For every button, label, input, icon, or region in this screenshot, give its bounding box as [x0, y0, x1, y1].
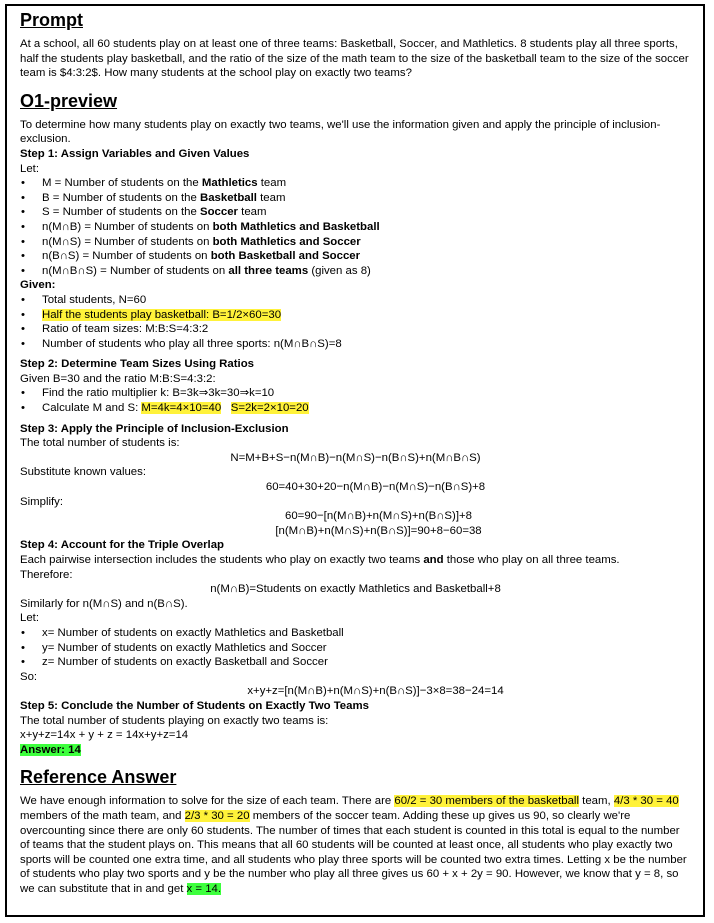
- step4-heading: Step 4: Account for the Triple Overlap: [20, 539, 225, 552]
- xyz-list: [20, 626, 691, 670]
- step4-text: Each pairwise intersection includes the students who play on exactly two teams and those who play on all three teams.: [20, 554, 620, 566]
- list-item: • Ratio of team sizes: M:B:S=4:3:2: [20, 322, 691, 337]
- so-label: So:: [20, 670, 38, 683]
- o1-intro: To determine how many students play on exactly two teams, we'll use the information given and apply the principle of inclusion-exclusion.: [20, 118, 661, 146]
- answer-line: [20, 743, 691, 758]
- o1-heading: O1-preview: [20, 90, 118, 111]
- list-item: • Total students, N=60: [20, 293, 691, 308]
- simplify-label: Simplify:: [20, 495, 64, 508]
- given-label: Given:: [20, 279, 56, 292]
- list-item: • B = Number of students on the Basketball team: [20, 191, 691, 206]
- highlight-basketball-members: 60/2 = 30 members of the basketball: [394, 795, 579, 808]
- list-item: • n(B∩S) = Number of students on both Basketball and Soccer: [20, 249, 691, 264]
- highlight-s: S=2k=2×10=20: [230, 402, 309, 415]
- step3-total: The total number of students is:: [20, 437, 180, 450]
- step5-heading: Step 5: Conclude the Number of Students on Exactly Two Teams: [20, 699, 369, 712]
- list-item: • n(M∩S) = Number of students on both Mathletics and Soccer: [20, 235, 691, 250]
- equation-pairwise-sum: [n(M∩B)+n(M∩S)+n(B∩S)]=90+8−60=38: [275, 524, 482, 537]
- list-item: • Number of students who play all three sports: n(M∩B∩S)=8: [20, 337, 691, 352]
- equation-inclusion-exclusion: N=M+B+S−n(M∩B)−n(M∩S)−n(B∩S)+n(M∩B∩S): [230, 451, 481, 464]
- therefore-label: Therefore:: [20, 568, 73, 581]
- list-item: • Calculate M and S: M=4k=4×10=40 S=2k=2×10=20: [20, 401, 691, 416]
- list-item: • x= Number of students on exactly Mathletics and Basketball: [20, 626, 691, 641]
- list-item: • y= Number of students on exactly Mathletics and Soccer: [20, 641, 691, 656]
- highlight-reference-answer: x = 14.: [186, 882, 222, 895]
- list-item: • n(M∩B) = Number of students on both Mathletics and Basketball: [20, 220, 691, 235]
- equation-xyz: x+y+z=[n(M∩B)+n(M∩S)+n(B∩S)]−3×8=38−24=14: [247, 685, 504, 698]
- let2-label: Let:: [20, 612, 39, 625]
- step2-given: Given B=30 and the ratio M:B:S=4:3:2:: [20, 372, 216, 385]
- highlight-m: M=4k=4×10=40: [141, 402, 222, 415]
- step1-heading: Step 1: Assign Variables and Given Values: [20, 147, 250, 160]
- step2-heading: Step 2: Determine Team Sizes Using Ratios: [20, 358, 254, 371]
- equation-pairwise: n(M∩B)=Students on exactly Mathletics and Basketball+8: [210, 583, 501, 596]
- step3-heading: Step 3: Apply the Principle of Inclusion-Exclusion: [20, 422, 289, 435]
- list-item: [20, 308, 691, 323]
- prompt-heading: Prompt: [20, 10, 83, 30]
- equation-simplified: 60=90−[n(M∩B)+n(M∩S)+n(B∩S)]+8: [285, 510, 472, 523]
- list-item: • n(M∩B∩S) = Number of students on all three teams (given as 8): [20, 264, 691, 279]
- prompt-text: At a school, all 60 students play on at least one of three teams: Basketball, Soccer, and Mathletics. 8 students play all three sports, half the students play basketball, and the ratio of the size of the math team to the size of the basketball team to the size of the soccer team is $4:3:2$. How many students at the school play on exactly two teams?: [20, 38, 689, 80]
- step5-text: The total number of students playing on exactly two teams is:: [20, 714, 329, 727]
- list-item: • M = Number of students on the Mathletics team: [20, 176, 691, 191]
- highlight-soccer-members: 2/3 * 30 = 20: [184, 809, 250, 822]
- step2-list: [20, 386, 691, 415]
- given-list: [20, 293, 691, 351]
- list-item: • z= Number of students on exactly Basketball and Soccer: [20, 655, 691, 670]
- highlight-math-members: 4/3 * 30 = 40: [613, 795, 679, 808]
- substitute-label: Substitute known values:: [20, 466, 147, 479]
- document-frame: [5, 4, 705, 917]
- let-label: Let:: [20, 162, 39, 175]
- equation-substituted: 60=40+30+20−n(M∩B)−n(M∩S)−n(B∩S)+8: [265, 481, 486, 494]
- similarly-text: Similarly for n(M∩S) and n(B∩S).: [20, 597, 188, 610]
- equation-final: x+y+z=14x + y + z = 14x+y+z=14: [20, 729, 189, 742]
- answer-highlight: Answer: 14: [20, 743, 81, 756]
- highlight-basketball: Half the students play basketball: B=1/2×60=30: [42, 308, 282, 321]
- list-item: • S = Number of students on the Soccer team: [20, 205, 691, 220]
- reference-heading: Reference Answer: [20, 767, 177, 788]
- reference-text: We have enough information to solve for the size of each team. There are 60/2 = 30 members of the basketball team, 4/3 * 30 = 40 members of the math team, and 2/3 * 30 = 20 members of the soccer team. Adding these up gives us 90, so clearly we're overcounting since there are only 60 students. The number of times that each student is counted in this total is equal to the number of teams that the student plays on. This means that all 60 students will be counted at least once, all students who play exactly two sports will be counted one extra time, and all students who play three sports will be counted two extra times. Letting x be the number of students who play two sports and y be the number who play all three gives us 60 + x + 2y = 90. However, we know that y = 8, so we can substitute that in and get x = 14.: [20, 795, 687, 895]
- list-item: • Find the ratio multiplier k: B=3k⇒3k=30⇒k=10: [20, 386, 691, 401]
- variable-list: [20, 176, 691, 278]
